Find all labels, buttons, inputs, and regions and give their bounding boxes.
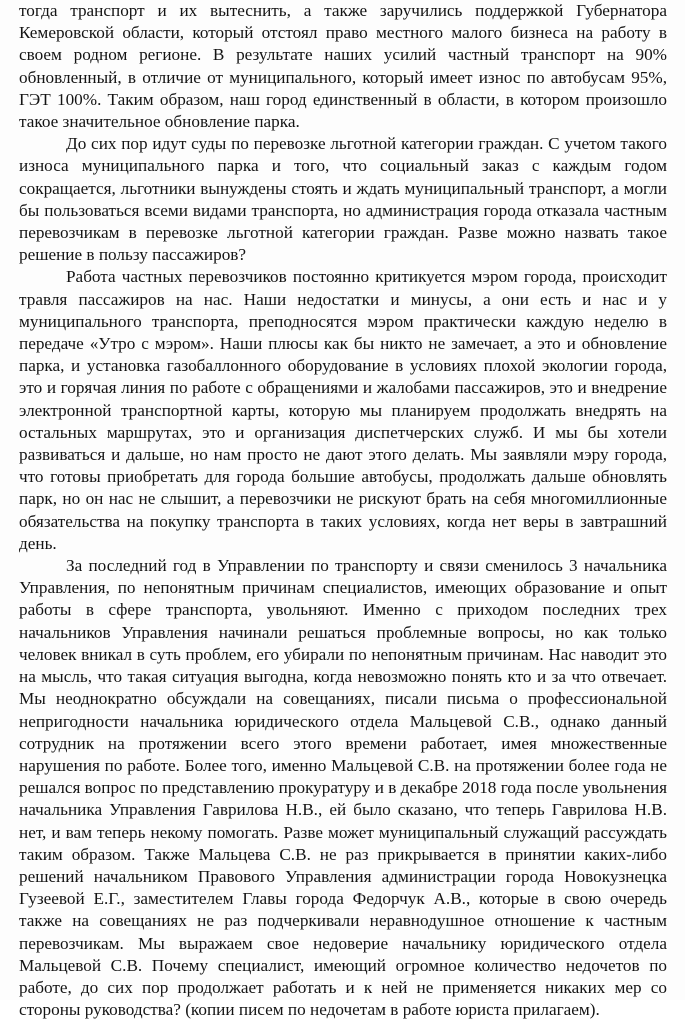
paragraph-3: Работа частных перевозчиков постоянно критикуется мэром города, происходит травля пассажиров на нас. Наши недостатки и минусы, а они есть и нас и у муниципального транспорта, преподносятся мэром практически каждую неделю в передаче «Утро с мэром». Наши плюсы как бы никто не замечает, а это и обновление парка, и установка газобаллонного оборудование в условиях плохой экологии города, это и горячая линия по работе с обращениями и жалобами пассажиров, это и внедрение электронной транспортной карты, которую мы планируем продолжать внедрять на остальных маршрутах, это и организация диспетчерских служб. И мы бы хотели развиваться и дальше, но нам просто не дают этого делать. Мы заявляли мэру города, что готовы приобретать для города большие автобусы, продолжать дальше обновлять парк, но он нас не слышит, а перевозчики не рискуют брать на себя многомиллионные обязательства на покупку транспорта в таких условиях, когда нет веры в завтрашний день. (19, 267, 667, 553)
paragraph-1: тогда транспорт и их вытеснить, а также заручились поддержкой Губернатора Кемеровской области, который отстоял право местного малого бизнеса на работу в своем родном регионе. В результате наших усилий частный транспорт на 90% обновленный, в отличие от муниципального, который имеет износ по автобусам 95%, ГЭТ 100%. Таким образом, наш город единственный в области, в котором произошло такое значительное обновление парка. (19, 1, 667, 132)
paragraph-2: До сих пор идут суды по перевозке льготной категории граждан. С учетом такого износа муниципального парка и того, что социальный заказ с каждым годом сокращается, льготники вынуждены стоять и ждать муниципальный транспорт, а могли бы пользоваться всеми видами транспорта, но администрация города отказала частным перевозчикам в перевозке льготной категории граждан. Разве можно назвать такое решение в пользу пассажиров? (19, 134, 667, 265)
document-body (19, 0, 667, 1021)
paragraph-4: За последний год в Управлении по транспорту и связи сменилось 3 начальника Управления, по непонятным причинам специалистов, имеющих образование и опыт работы в сфере транспорта, увольняют. Именно с приходом последних трех начальников Управления начинали решаться проблемные вопросы, но как только человек вникал в суть проблем, его убирали по непонятным причинам. Нас наводит это на мысль, что такая ситуация выгодна, когда невозможно понять кто и за что отвечает. Мы неоднократно обсуждали на совещаниях, писали письма о профессиональной непригодности начальника юридического отдела Мальцевой С.В., однако данный сотрудник на протяжении всего этого времени работает, имея множественные нарушения по работе. Более того, именно Мальцевой С.В. на протяжении более года не решался вопрос по представлению прокуратуру и в декабре 2018 года после увольнения начальника Управления Гаврилова Н.В., ей было сказано, что теперь Гаврилова Н.В. нет, и вам теперь некому помогать. Разве может муниципальный служащий рассуждать таким образом. Также Мальцева С.В. не раз прикрывается в принятии каких-либо решений начальником Правового Управления администрации города Новокузнецка Гузеевой Е.Г., заместителем Главы города Федорчук А.В., которые в свою очередь также на совещаниях не раз подчеркивали неравнодушное отношение к частным перевозчикам. Мы выражаем свое недоверие начальнику юридического отдела Мальцевой С.В. Почему специалист, имеющий огромное количество недочетов по работе, до сих пор продолжает работать и к ней не применяется никаких мер со стороны руководства? (копии писем по недочетам в работе юриста прилагаем). (19, 556, 667, 1020)
